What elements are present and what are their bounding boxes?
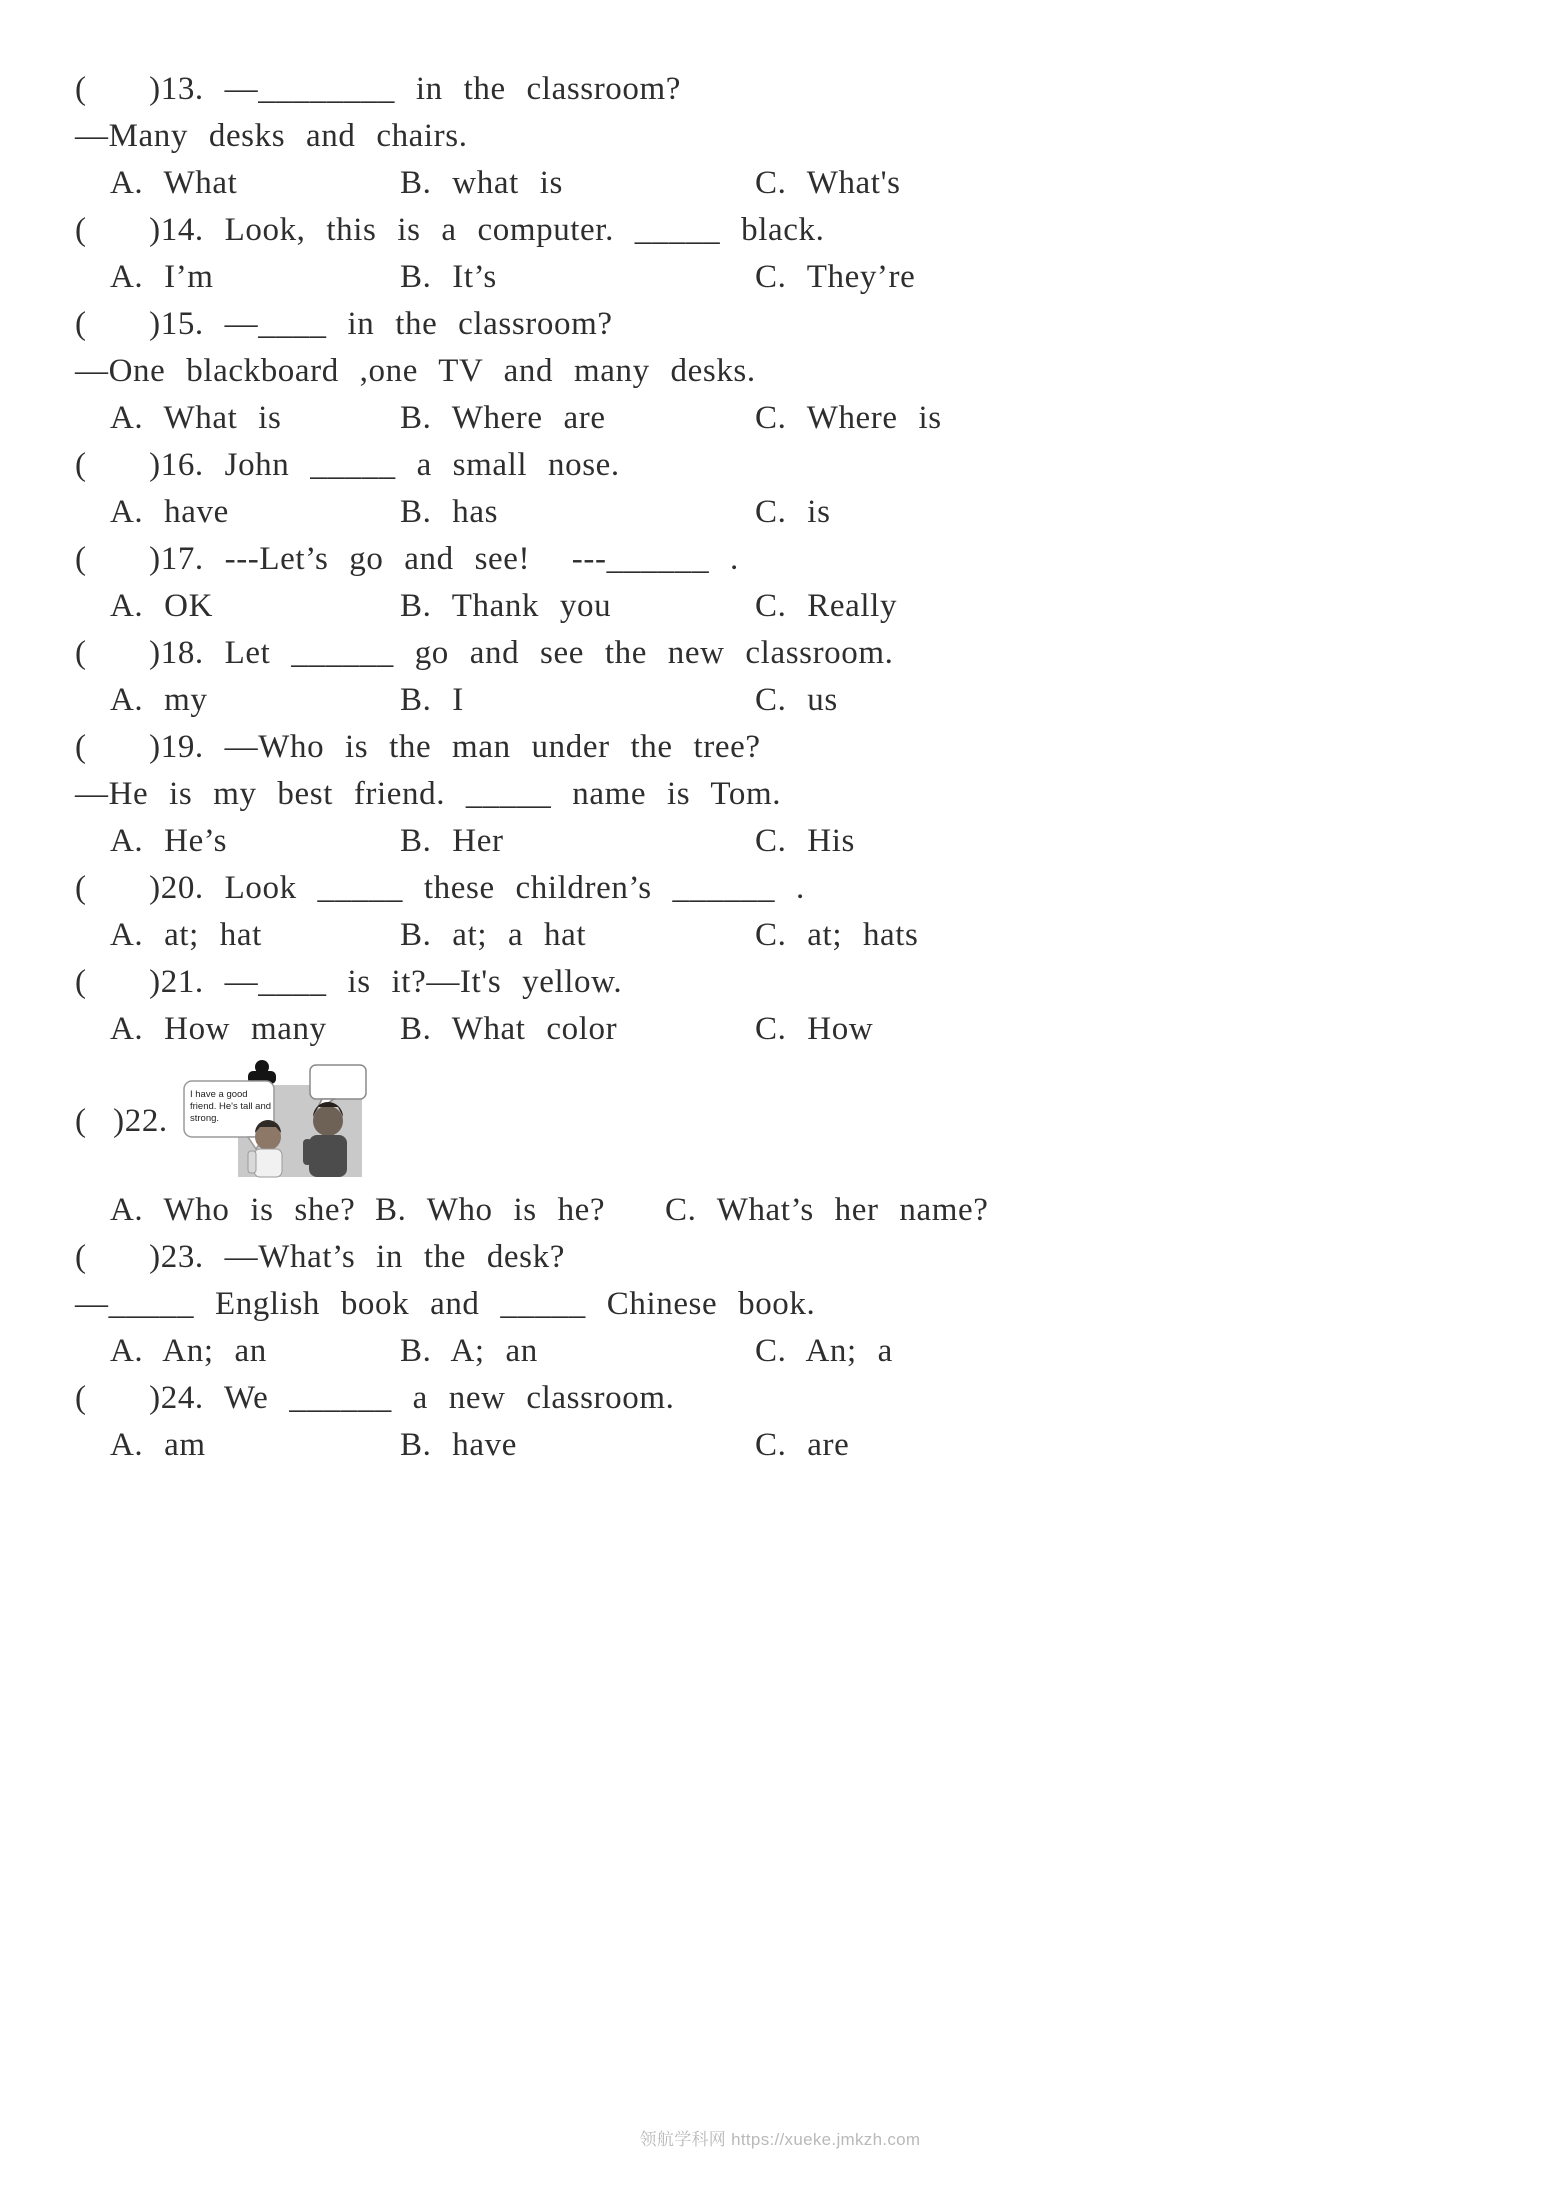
option-c: C. An; a: [755, 1333, 893, 1369]
option-b: B. Where are: [400, 400, 606, 436]
option-c: C. at; hats: [755, 917, 919, 953]
question-14-options: [75, 254, 1520, 301]
question-14-line-1: ( )14. Look, this is a computer. _____ black.: [75, 212, 825, 248]
option-a: A. at; hat: [110, 917, 262, 953]
site-footer: 领航学科网 https://xueke.jmkzh.com: [639, 2130, 921, 2149]
bubble-text-line-2: friend. He's tall and: [189, 1100, 271, 1112]
question-17-options: [75, 583, 1520, 630]
bubble-text-line-1: I have a good: [189, 1088, 248, 1100]
question-20-options: [75, 912, 1520, 959]
option-b: B. Her: [400, 823, 504, 859]
question-15-line-2: —One blackboard ,one TV and many desks.: [75, 353, 756, 389]
question-22-options: [75, 1187, 1520, 1234]
option-c: C. is: [755, 494, 831, 530]
option-c: C. Really: [755, 588, 898, 624]
question-24-line-1: ( )24. We ______ a new classroom.: [75, 1380, 675, 1416]
question-15-options: [75, 395, 1520, 442]
option-a: A. What: [110, 165, 238, 201]
question-19-options: [75, 818, 1520, 865]
option-c: C. What's: [755, 165, 901, 201]
question-16-line-1: ( )16. John _____ a small nose.: [75, 447, 620, 483]
question-15-line-1: ( )15. —____ in the classroom?: [75, 306, 613, 342]
option-b: B. It’s: [400, 259, 497, 295]
question-20-line-1: ( )20. Look _____ these children’s ______ .: [75, 870, 805, 906]
question-18: [75, 630, 1520, 724]
bubble-text-line-3: strong.: [189, 1112, 219, 1124]
option-c: C. They’re: [755, 259, 916, 295]
option-a: A. An; an: [110, 1333, 267, 1369]
option-a: A. How many: [110, 1011, 327, 1047]
question-13: [75, 66, 1520, 207]
option-b: B. Thank you: [400, 588, 612, 624]
question-16-options: [75, 489, 1520, 536]
question-24: [75, 1375, 1520, 1469]
question-22-prefix: ( )22.: [75, 1102, 168, 1139]
option-a: A. my: [110, 682, 208, 718]
option-b: B. What color: [400, 1011, 618, 1047]
option-a: A. have: [110, 494, 229, 530]
question-15: [75, 301, 1520, 442]
children-talking-image: [182, 1059, 378, 1179]
option-a: A. What is: [110, 400, 282, 436]
option-b: B. Who is he?: [375, 1192, 606, 1228]
question-19-line-1: ( )19. —Who is the man under the tree?: [75, 729, 761, 765]
option-b: B. at; a hat: [400, 917, 587, 953]
question-20: [75, 865, 1520, 959]
question-19: [75, 724, 1520, 865]
option-c: C. His: [755, 823, 855, 859]
question-22: [75, 1059, 1520, 1234]
option-c: C. Where is: [755, 400, 942, 436]
option-a: A. Who is she?: [110, 1192, 356, 1228]
option-c: C. How: [755, 1011, 874, 1047]
question-14: [75, 207, 1520, 301]
question-23: [75, 1234, 1520, 1375]
question-21-line-1: ( )21. —____ is it?—It's yellow.: [75, 964, 623, 1000]
question-13-options: [75, 160, 1520, 207]
option-b: B. I: [400, 682, 464, 718]
question-23-options: [75, 1328, 1520, 1375]
question-13-line-1: ( )13. —________ in the classroom?: [75, 71, 682, 107]
option-a: A. I’m: [110, 259, 214, 295]
option-a: A. He’s: [110, 823, 228, 859]
question-21: [75, 959, 1520, 1053]
question-16: [75, 442, 1520, 536]
option-a: A. am: [110, 1427, 206, 1463]
question-17: [75, 536, 1520, 630]
question-19-line-2: —He is my best friend. _____ name is Tom.: [75, 776, 782, 812]
option-b: B. what is: [400, 165, 563, 201]
question-24-options: [75, 1422, 1520, 1469]
option-c: C. are: [755, 1427, 850, 1463]
question-18-line-1: ( )18. Let ______ go and see the new classroom.: [75, 635, 894, 671]
option-c: C. us: [755, 682, 838, 718]
option-b: B. A; an: [400, 1333, 538, 1369]
question-13-line-2: —Many desks and chairs.: [75, 118, 468, 154]
option-a: A. OK: [110, 588, 213, 624]
question-23-line-2: —_____ English book and _____ Chinese book.: [75, 1286, 816, 1322]
question-18-options: [75, 677, 1520, 724]
children-talking-illustration: [182, 1059, 378, 1184]
option-b: B. has: [400, 494, 499, 530]
question-22-line: [75, 1059, 1520, 1183]
option-c: C. What’s her name?: [665, 1192, 989, 1228]
question-23-line-1: ( )23. —What’s in the desk?: [75, 1239, 565, 1275]
question-17-line-1: ( )17. ---Let’s go and see! ---______ .: [75, 541, 739, 577]
option-b: B. have: [400, 1427, 518, 1463]
question-21-options: [75, 1006, 1520, 1053]
